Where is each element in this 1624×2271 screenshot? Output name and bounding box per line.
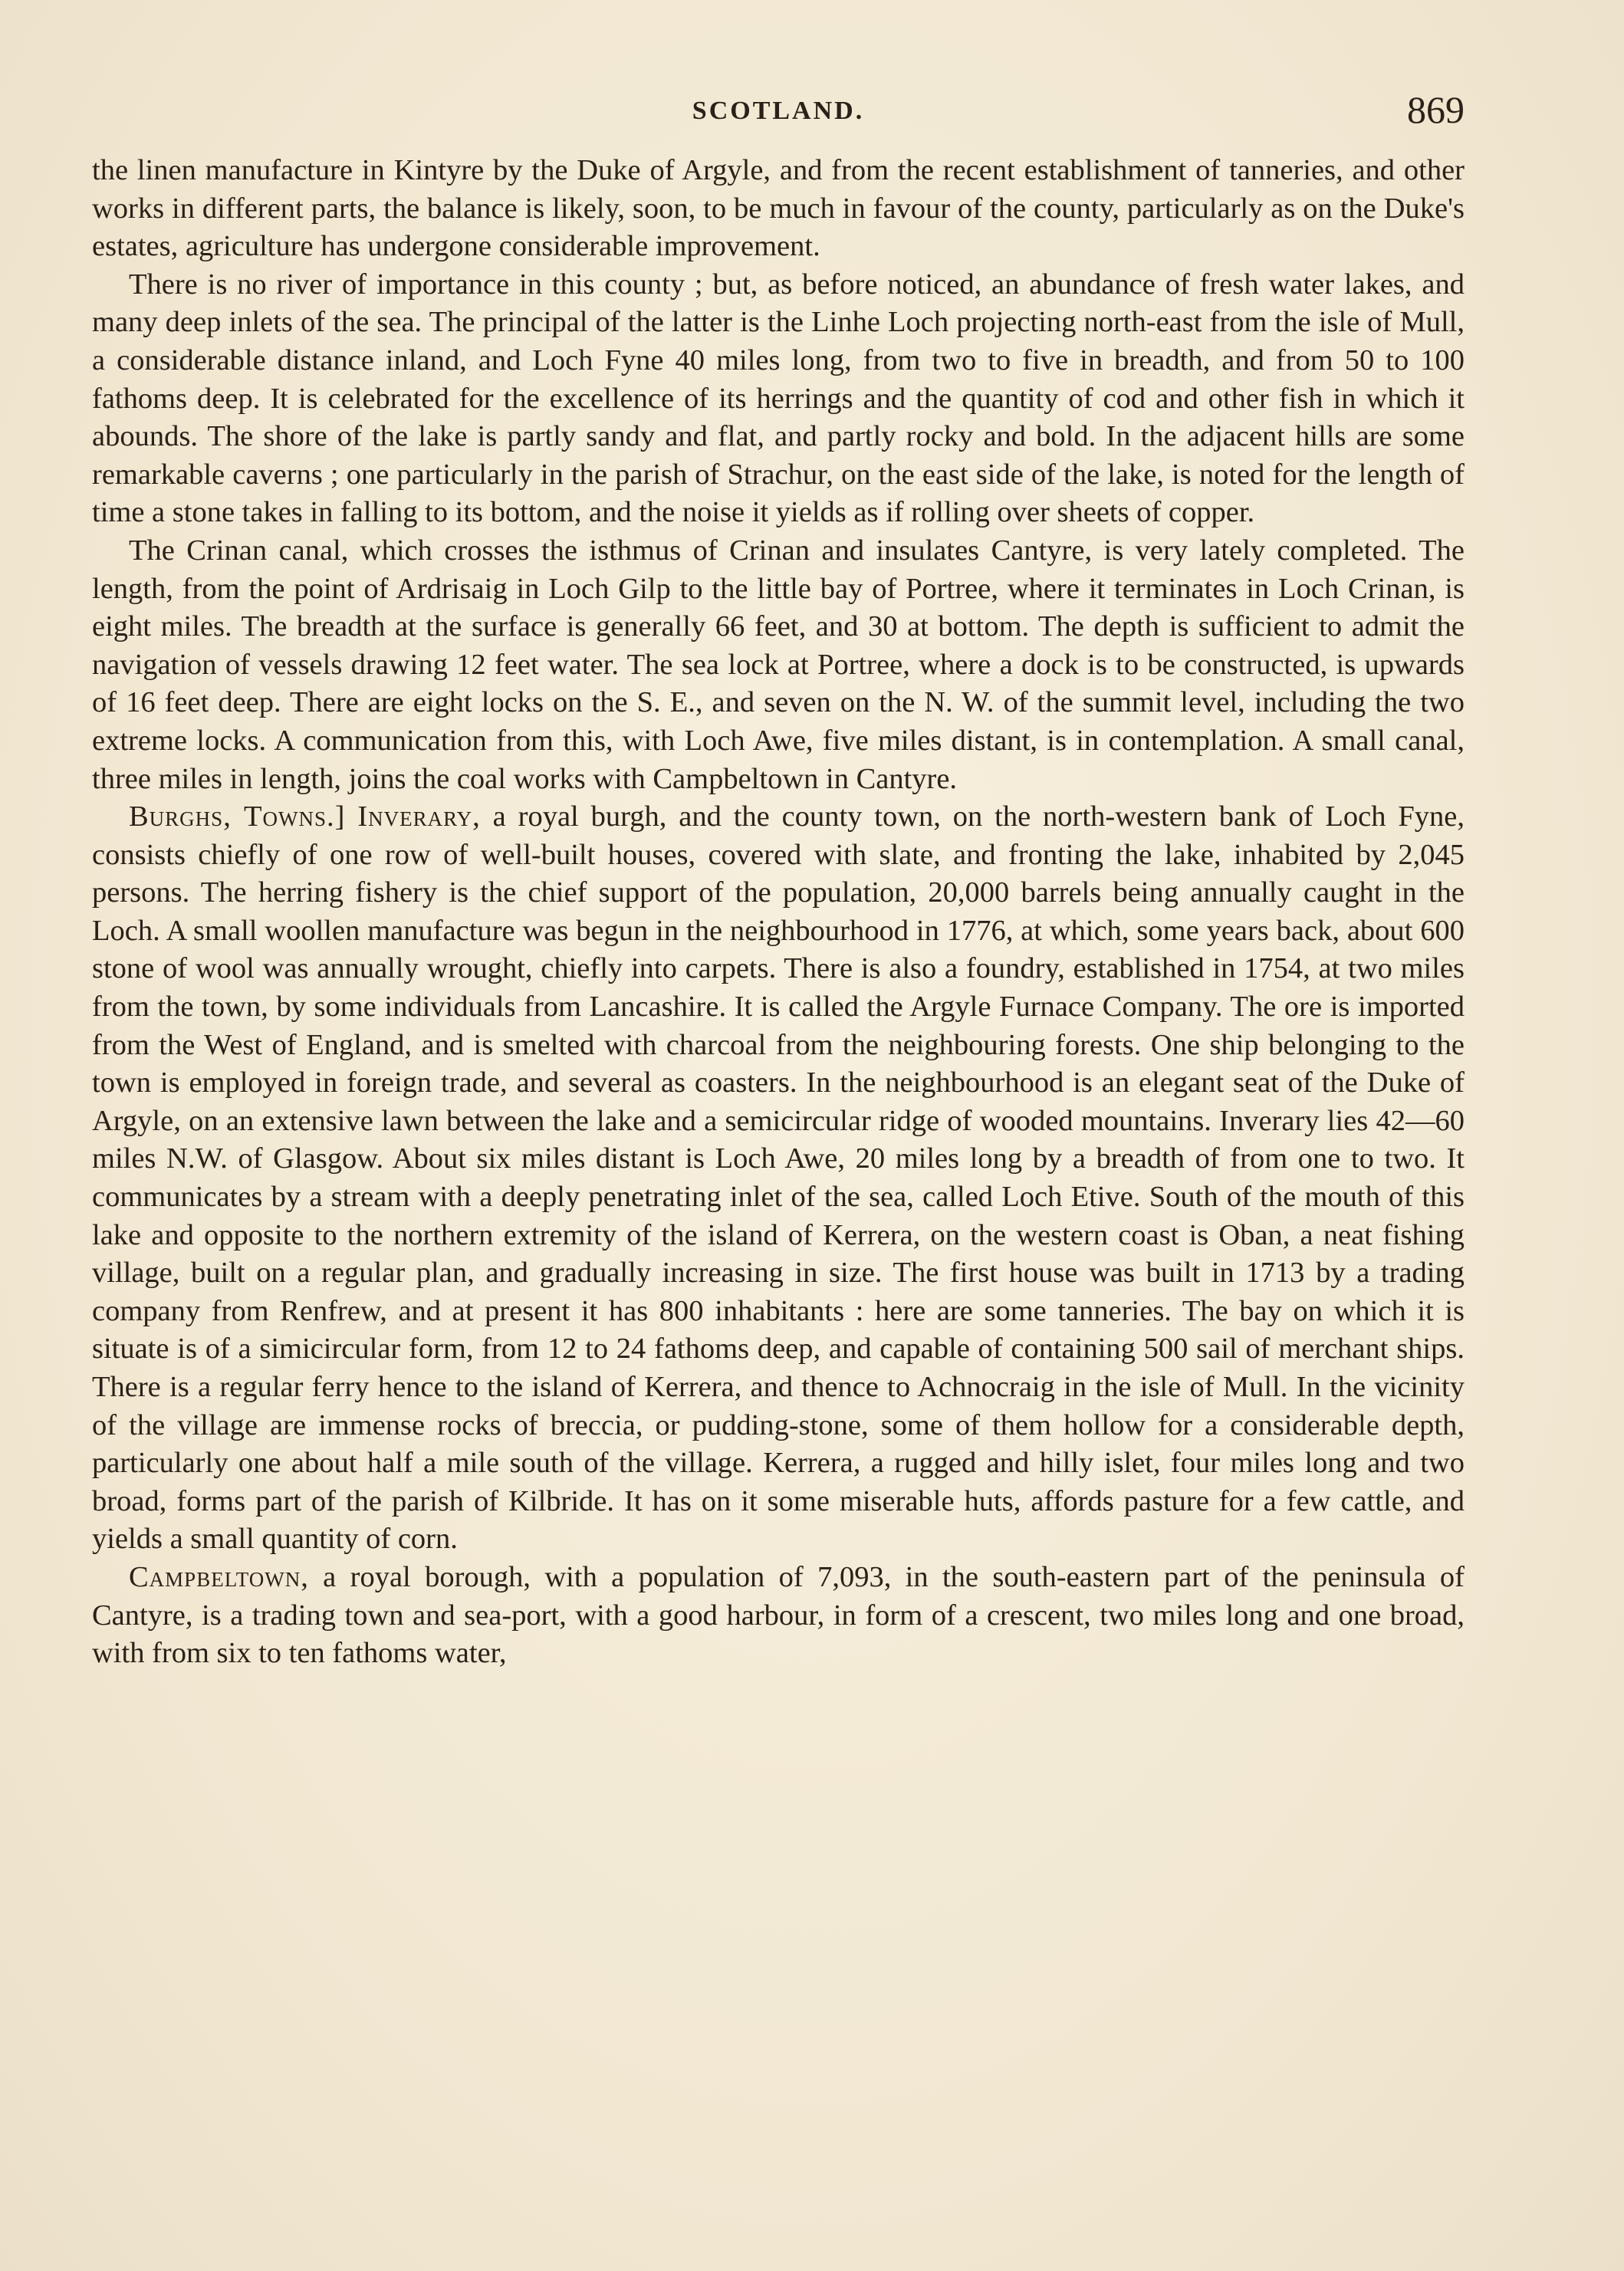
paragraph-campbeltown-text: a royal borough, with a population of 7,093, in the south-eastern part of the peninsula of Cantyre, is a trading town and sea-port, with a good harbour, in form of a crescent, two miles long and one broad, with from six to ten fathoms water, (92, 1560, 1465, 1670)
body-text (92, 152, 1465, 1673)
section-heading-burghs-towns: Burghs, Towns.] (129, 800, 346, 833)
paragraph-inverary-text: a royal burgh, and the county town, on the north-western bank of Loch Fyne, consists chiefly of one row of well-built houses, covered with slate, and fronting the lake, inhabited by 2,045 persons. The herring fishery is the chief support of the population, 20,000 barrels being annually caught in the Loch. A small woollen manufacture was begun in the neighbourhood in 1776, at which, some years back, about 600 stone of wool was annually wrought, chiefly into carpets. There is also a foundry, established in 1754, at two miles from the town, by some individuals from Lancashire. It is called the Argyle Furnace Company. The ore is imported from the West of England, and is smelted with charcoal from the neighbouring forests. One ship belonging to the town is employed in foreign trade, and several as coasters. In the neighbourhood is an elegant seat of the Duke of Argyle, on an extensive lawn between the lake and a semicircular ridge of wooded mountains. Inverary lies 42—60 miles N.W. of Glasgow. About six miles distant is Loch Awe, 20 miles long by a breadth of from one to two. It communicates by a stream with a deeply penetrating inlet of the sea, called Loch Etive. South of the mouth of this lake and opposite to the northern extremity of the island of Kerrera, on the western coast is Oban, a neat fishing village, built on a regular plan, and gradually increasing in size. The first house was built in 1713 by a trading company from Renfrew, and at present it has 800 inhabitants : here are some tanneries. The bay on which it is situate is of a simicircular form, from 12 to 24 fathoms deep, and capable of containing 500 sail of merchant ships. There is a regular ferry hence to the island of Kerrera, and thence to Achnocraig in the isle of Mull. In the vicinity of the village are immense rocks of breccia, or pudding-stone, some of them hollow for a considerable depth, particularly one about half a mile south of the village. Kerrera, a rugged and hilly islet, four miles long and two broad, forms part of the parish of Kilbride. It has on it some miserable huts, affords pasture for a few cattle, and yields a small quantity of corn. (92, 800, 1465, 1556)
running-head (92, 88, 1465, 146)
running-title: SCOTLAND. (692, 97, 865, 125)
place-name-campbeltown: Campbeltown, (129, 1560, 309, 1593)
page-number: 869 (1407, 88, 1465, 131)
place-name-inverary: Inverary, (357, 800, 481, 833)
paragraph-crinan-canal: The Crinan canal, which crosses the isthmus of Crinan and insulates Cantyre, is very lately completed. The length, from the point of Ardrisaig in Loch Gilp to the little bay of Portree, where it terminates in Loch Crinan, is eight miles. The breadth at the surface is generally 66 feet, and 30 at bottom. The depth is sufficient to admit the navigation of vessels drawing 12 feet water. The sea lock at Portree, where a dock is to be constructed, is upwards of 16 feet deep. There are eight locks on the S. E., and seven on the N. W. of the summit level, including the two extreme locks. A communication from this, with Loch Awe, five miles distant, is in contemplation. A small canal, three miles in length, joins the coal works with Campbeltown in Cantyre. (92, 534, 1465, 795)
paragraph-linen-manufacture: the linen manufacture in Kintyre by the Duke of Argyle, and from the recent establishment of tanneries, and other works in different parts, the balance is likely, soon, to be much in favour of the county, particularly as on the Duke's estates, agriculture has undergone considerable improvement. (92, 154, 1465, 263)
paragraph-burghs-towns (92, 798, 1465, 1559)
paragraph-campbeltown (92, 1559, 1465, 1673)
paragraph-rivers-and-lochs: There is no river of importance in this county ; but, as before noticed, an abundance of fresh water lakes, and many deep inlets of the sea. The principal of the latter is the Linhe Loch projecting north-east from the isle of Mull, a considerable distance inland, and Loch Fyne 40 miles long, from two to five in breadth, and from 50 to 100 fathoms deep. It is celebrated for the excellence of its herrings and the quantity of cod and other fish in which it abounds. The shore of the lake is partly sandy and flat, and partly rocky and bold. In the adjacent hills are some remarkable caverns ; one particularly in the parish of Strachur, on the east side of the lake, is noted for the length of time a stone takes in falling to its bottom, and the noise it yields as if rolling over sheets of copper. (92, 268, 1465, 529)
